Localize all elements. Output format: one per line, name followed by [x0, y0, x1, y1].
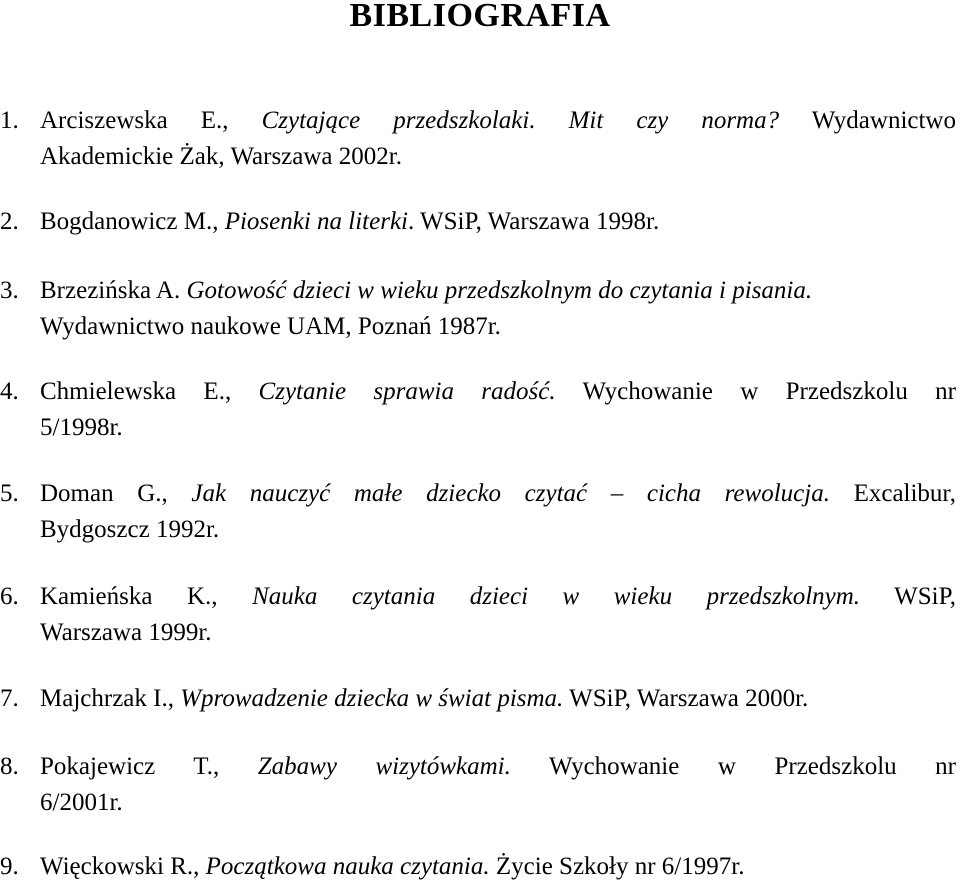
- entry-number: 5.: [0, 480, 19, 507]
- entry-title: Początkowa nauka czytania.: [205, 853, 490, 880]
- entry-title: Wprowadzenie dziecka w świat pisma.: [180, 685, 564, 712]
- entry-number: 6.: [0, 583, 19, 610]
- entry-author: Pokajewicz T.,: [40, 753, 220, 780]
- entry-publisher: WSiP,: [894, 583, 956, 610]
- entry-line: [0, 374, 956, 410]
- entry-author: Chmielewska E.,: [40, 378, 232, 405]
- bibliography-entry-9: [0, 849, 956, 885]
- bibliography-entry-7: [0, 681, 956, 717]
- entry-line: [0, 410, 956, 446]
- bibliography-entry-1: [0, 103, 956, 175]
- entry-line: [0, 749, 956, 785]
- entry-publisher: Excalibur,: [853, 480, 957, 507]
- entry-author: Arciszewska E.,: [40, 107, 229, 134]
- entry-author: Doman G.,: [40, 480, 168, 507]
- entry-number: 3.: [0, 277, 19, 304]
- entry-publisher: . WSiP, Warszawa 1998r.: [408, 208, 660, 235]
- entry-title: Jak nauczyć małe dziecko czytać – cicha rewolucja.: [191, 480, 830, 507]
- entry-author: Majchrzak I.,: [40, 685, 174, 712]
- bibliography-entry-8: [0, 749, 956, 821]
- entry-line: [0, 273, 956, 309]
- entry-line: [0, 681, 956, 717]
- entry-line: [0, 615, 956, 651]
- entry-line: [0, 309, 956, 345]
- entry-line: [0, 476, 956, 512]
- entry-publisher: Bydgoszcz 1992r.: [40, 516, 220, 543]
- entry-author: Kamieńska K.,: [40, 583, 218, 610]
- entry-author: Więckowski R.,: [40, 853, 200, 880]
- bibliography-entry-5: [0, 476, 956, 548]
- entry-line: [0, 579, 956, 615]
- entry-publisher: Wychowanie w Przedszkolu nr: [582, 378, 956, 405]
- bibliography-entry-3: [0, 273, 956, 345]
- entry-title: Nauka czytania dzieci w wieku przedszkolnym.: [252, 583, 861, 610]
- entry-publisher: Wydawnictwo naukowe UAM, Poznań 1987r.: [40, 313, 501, 340]
- entry-line: [0, 512, 956, 548]
- entry-number: 4.: [0, 378, 19, 405]
- entry-title: Zabawy wizytówkami.: [257, 753, 511, 780]
- entry-line: [0, 849, 956, 885]
- entry-line: [0, 139, 956, 175]
- entry-number: 9.: [0, 853, 19, 880]
- entry-number: 1.: [0, 107, 19, 134]
- entry-publisher: Wydawnictwo: [811, 107, 956, 134]
- entry-title: Czytanie sprawia radość.: [258, 378, 556, 405]
- entry-author: Brzezińska A.: [40, 277, 181, 304]
- entry-line: [0, 103, 956, 139]
- entry-publisher: 6/2001r.: [40, 789, 123, 816]
- entry-title: Czytające przedszkolaki. Mit czy norma?: [261, 107, 780, 134]
- entry-number: 7.: [0, 685, 19, 712]
- entry-publisher: Wychowanie w Przedszkolu nr: [548, 753, 956, 780]
- entry-line: [0, 204, 956, 240]
- entry-title: Gotowość dzieci w wieku przedszkolnym do czytania i pisania.: [186, 277, 813, 304]
- entry-publisher: 5/1998r.: [40, 414, 123, 441]
- entry-line: [0, 785, 956, 821]
- bibliography-entry-4: [0, 374, 956, 446]
- entry-publisher: Życie Szkoły nr 6/1997r.: [495, 853, 745, 880]
- entry-number: 2.: [0, 208, 19, 235]
- bibliography-entry-2: [0, 204, 956, 240]
- entry-publisher: WSiP, Warszawa 2000r.: [569, 685, 809, 712]
- entry-publisher: Warszawa 1999r.: [40, 619, 212, 646]
- entry-author: Bogdanowicz M.,: [40, 208, 219, 235]
- bibliography-entry-6: [0, 579, 956, 651]
- page-title: BIBLIOGRAFIA: [349, 0, 611, 34]
- entry-number: 8.: [0, 753, 19, 780]
- entry-publisher: Akademickie Żak, Warszawa 2002r.: [40, 143, 402, 170]
- entry-title: Piosenki na literki: [224, 208, 408, 235]
